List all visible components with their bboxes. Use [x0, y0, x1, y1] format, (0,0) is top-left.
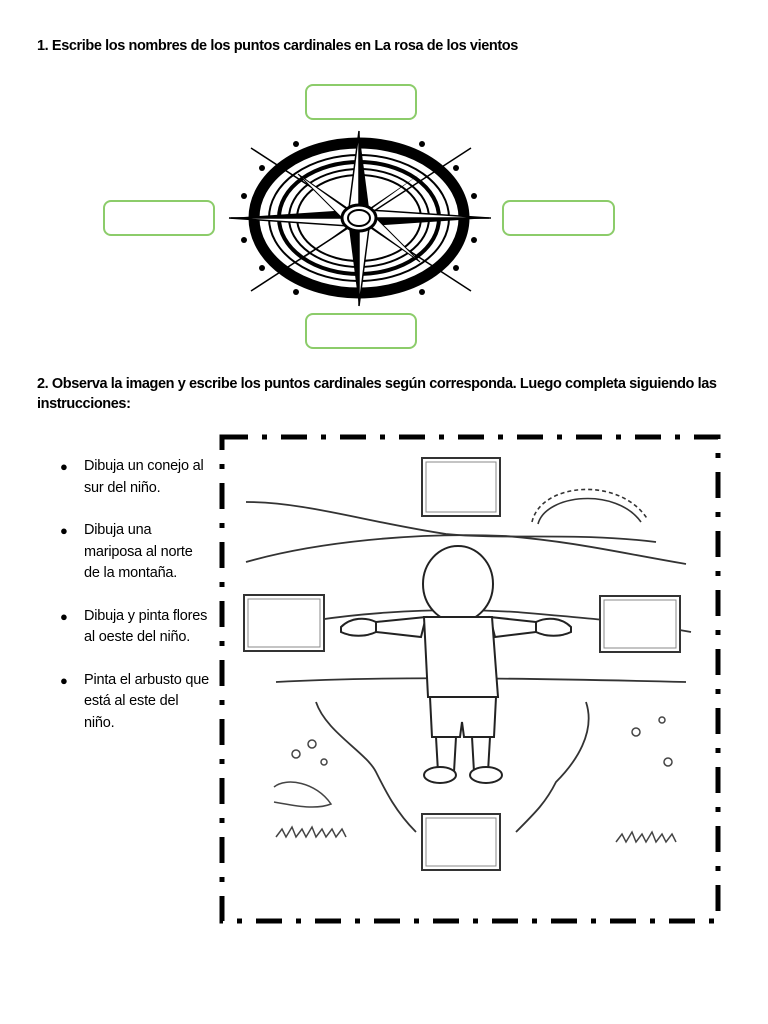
- compass-rose-icon: [226, 126, 496, 311]
- question-1-title: 1. Escribe los nombres de los puntos cardinales en La rosa de los vientos: [37, 38, 518, 54]
- instruction-list: [60, 456, 210, 755]
- bullet-icon: ●: [60, 523, 68, 538]
- scene-box-west[interactable]: [244, 595, 324, 651]
- instruction-text: Pinta el arbusto que está al este del niño.: [84, 671, 209, 731]
- instruction-text: Dibuja un conejo al sur del niño.: [84, 458, 204, 496]
- instruction-item: [60, 456, 210, 499]
- instruction-text: Dibuja una mariposa al norte de la montaña.: [84, 522, 193, 581]
- answer-box-east[interactable]: [502, 200, 615, 236]
- scene-box-east[interactable]: [600, 596, 680, 652]
- instruction-text: Dibuja y pinta flores al oeste del niño.: [84, 607, 208, 645]
- scene-box-north[interactable]: [422, 458, 500, 516]
- instruction-item: [60, 606, 210, 649]
- bullet-icon: ●: [60, 459, 68, 474]
- boy-landscape-illustration: [216, 432, 728, 928]
- question-2-title: 2. Observa la imagen y escribe los puntos cardinales según corresponda. Luego completa siguiendo las instrucciones:: [37, 376, 717, 412]
- bullet-icon: ●: [60, 672, 68, 688]
- instruction-item: [60, 670, 210, 735]
- instruction-item: [60, 520, 210, 585]
- answer-box-south[interactable]: [305, 313, 417, 349]
- answer-box-west[interactable]: [103, 200, 215, 236]
- bullet-icon: ●: [60, 608, 68, 624]
- answer-box-north[interactable]: [305, 84, 417, 120]
- scene-box-south[interactable]: [422, 814, 500, 870]
